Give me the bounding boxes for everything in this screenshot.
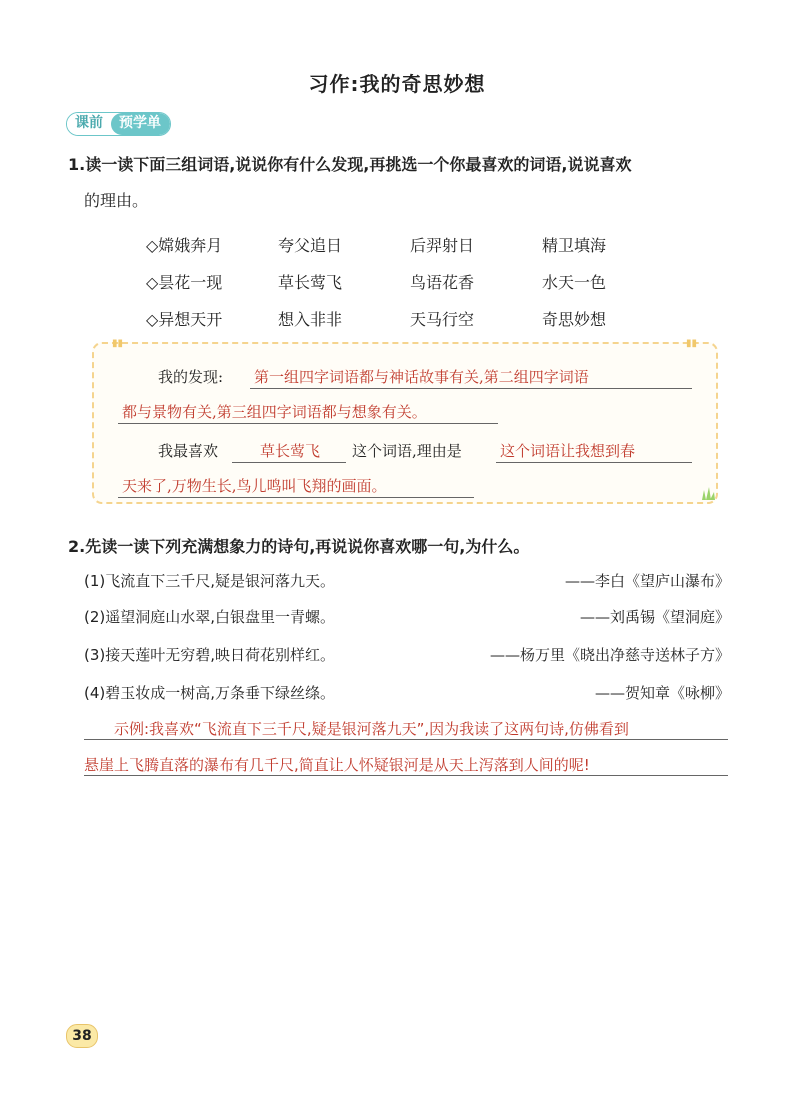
question-1-line2: 的理由。 xyxy=(84,191,149,210)
poem-author: ——贺知章《咏柳》 xyxy=(594,684,730,702)
example-answer-line1: 示例:我喜欢“飞流直下三千尺,疑是银河落九天”,因为我读了这两句诗,仿佛看到 xyxy=(84,718,728,740)
word-item: 水天一色 xyxy=(542,273,607,292)
poem-row xyxy=(84,644,730,665)
word-item: 夸父追日 xyxy=(278,236,343,255)
page-number: 38 xyxy=(66,1024,98,1048)
reason-line2: 天来了,万物生长,鸟儿鸣叫飞翔的画面。 xyxy=(118,475,474,498)
word-item: 天马行空 xyxy=(410,310,475,329)
poem-author: ——杨万里《晓出净慈寺送林子方》 xyxy=(489,646,730,664)
poem-author: ——李白《望庐山瀑布》 xyxy=(564,572,730,590)
poem-row xyxy=(84,682,730,703)
word-item: 后羿射日 xyxy=(410,236,475,255)
badge-part1: 课前 xyxy=(67,113,111,135)
word-item: 鸟语花香 xyxy=(410,273,475,292)
word-item: ◇嫦娥奔月 xyxy=(146,236,223,255)
reason-line1: 这个词语让我想到春 xyxy=(496,440,692,463)
word-row xyxy=(146,300,674,337)
word-item: 精卫填海 xyxy=(542,236,607,255)
word-item: 想入非非 xyxy=(278,310,343,329)
poem-author: ——刘禹锡《望洞庭》 xyxy=(579,608,730,626)
poem-row xyxy=(84,606,730,627)
discovery-label: 我的发现: xyxy=(158,368,224,386)
poem-line: (4)碧玉妆成一树高,万条垂下绿丝绦。 xyxy=(84,684,336,702)
favorite-word: 草长莺飞 xyxy=(232,440,346,463)
word-row xyxy=(146,226,674,263)
word-item: ◇异想天开 xyxy=(146,310,223,329)
favorite-mid-text: 这个词语,理由是 xyxy=(352,442,462,460)
poem-row xyxy=(84,570,730,591)
word-row xyxy=(146,263,674,300)
word-item: 奇思妙想 xyxy=(542,310,607,329)
poem-line: (1)飞流直下三千尺,疑是银河落九天。 xyxy=(84,572,336,590)
example-answer-line2: 悬崖上飞腾直落的瀑布有几千尺,简直让人怀疑银河是从天上泻落到人间的呢! xyxy=(84,754,728,776)
word-item: 草长莺飞 xyxy=(278,273,343,292)
discovery-answer-line1: 第一组四字词语都与神话故事有关,第二组四字词语 xyxy=(250,366,692,389)
grass-icon xyxy=(700,486,716,500)
question-1-line1: 1.读一读下面三组词语,说说你有什么发现,再挑选一个你最喜欢的词语,说说喜欢 xyxy=(68,155,632,174)
section-badge xyxy=(66,112,171,136)
poem-line: (3)接天莲叶无穷碧,映日荷花别样红。 xyxy=(84,646,336,664)
discovery-answer-line2: 都与景物有关,第三组四字词语都与想象有关。 xyxy=(118,401,498,424)
poem-line: (2)遥望洞庭山水翠,白银盘里一青螺。 xyxy=(84,608,336,626)
page-title: 习作:我的奇思妙想 xyxy=(308,72,486,96)
word-groups xyxy=(146,226,674,337)
box-corner-ornament: ▮▮ xyxy=(112,338,124,349)
question-2-heading: 2.先读一读下列充满想象力的诗句,再说说你喜欢哪一句,为什么。 xyxy=(68,537,530,556)
badge-part2: 预学单 xyxy=(111,113,170,135)
word-item: ◇昙花一现 xyxy=(146,273,223,292)
box-corner-ornament: ▮▮ xyxy=(686,338,698,349)
favorite-label: 我最喜欢 xyxy=(158,442,219,460)
